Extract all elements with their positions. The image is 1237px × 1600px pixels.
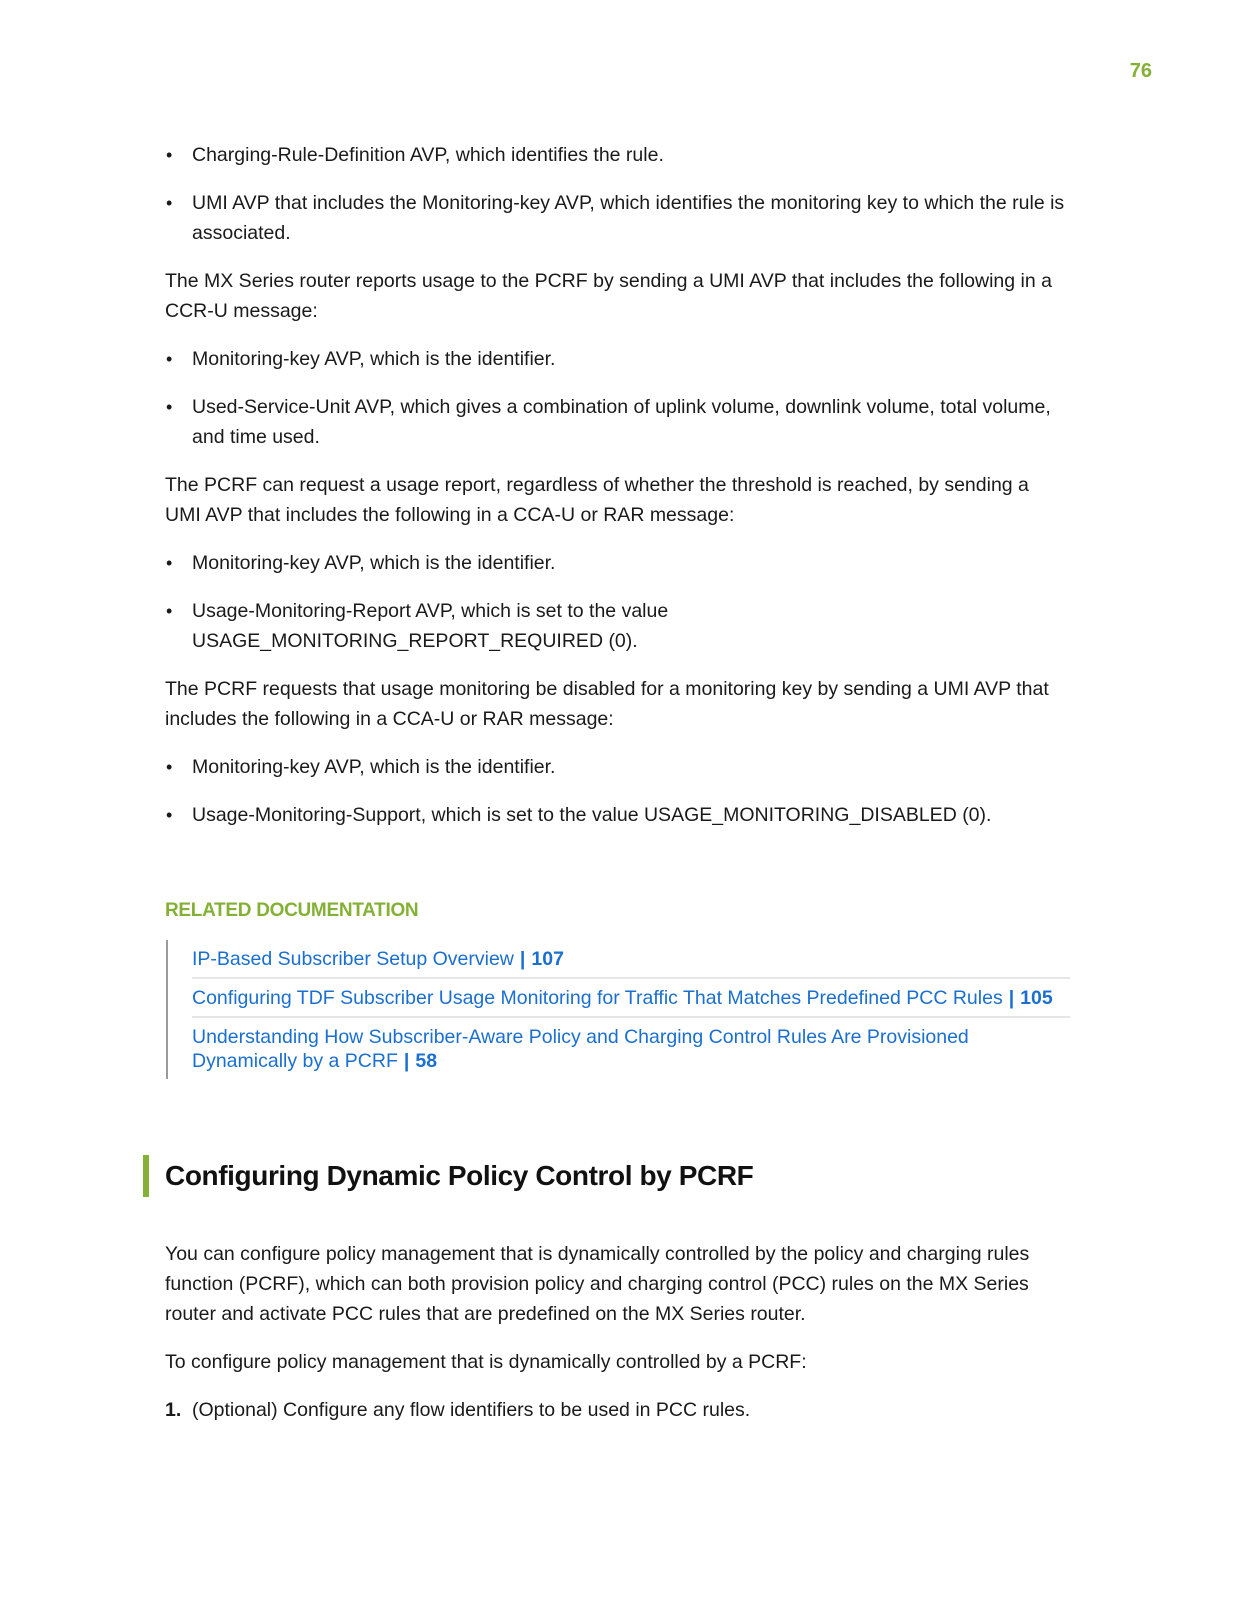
bullet-list-3	[165, 548, 1070, 656]
related-link[interactable]	[192, 979, 1070, 1018]
bullet-icon: •	[166, 349, 173, 369]
related-link-page[interactable]: 105	[1020, 987, 1053, 1009]
document-body	[165, 140, 1070, 1425]
section-accent-bar	[143, 1155, 149, 1197]
bullet-list-1	[165, 140, 1070, 248]
related-link-page[interactable]: 107	[531, 948, 564, 970]
list-item	[165, 752, 1070, 782]
paragraph: The MX Series router reports usage to the PCRF by sending a UMI AVP that includes the following in a CCR-U message:	[165, 270, 1052, 322]
page-number: 76	[1129, 60, 1152, 82]
list-item	[165, 596, 1070, 656]
list-item-text: Used-Service-Unit AVP, which gives a combination of uplink volume, downlink volume, total volume, and time used.	[192, 396, 1051, 448]
bullet-icon: •	[166, 553, 173, 573]
bullet-icon: •	[166, 397, 173, 417]
step-item	[165, 1395, 1070, 1425]
related-documentation-list	[166, 940, 1070, 1079]
step-text: (Optional) Configure any flow identifiers to be used in PCC rules.	[192, 1399, 751, 1421]
list-item-text: Monitoring-key AVP, which is the identifier.	[192, 552, 556, 574]
section-title: Configuring Dynamic Policy Control by PCRF	[165, 1160, 754, 1191]
list-item-text: Monitoring-key AVP, which is the identifier.	[192, 348, 556, 370]
bullet-icon: •	[166, 757, 173, 777]
related-link-label[interactable]: IP-Based Subscriber Setup Overview	[192, 948, 514, 970]
list-item	[165, 188, 1070, 248]
bullet-list-4	[165, 752, 1070, 830]
list-item	[165, 344, 1070, 374]
list-item-text: Usage-Monitoring-Support, which is set to the value USAGE_MONITORING_DISABLED (0).	[192, 804, 992, 826]
list-item	[165, 548, 1070, 578]
bullet-icon: •	[166, 805, 173, 825]
list-item-text: Charging-Rule-Definition AVP, which identifies the rule.	[192, 144, 664, 166]
procedure-steps	[165, 1395, 1070, 1425]
related-link-page[interactable]: 58	[415, 1050, 438, 1072]
bullet-icon: •	[166, 193, 173, 213]
paragraph: The PCRF requests that usage monitoring be disabled for a monitoring key by sending a UMI AVP that includes the following in a CCA-U or RAR message:	[165, 678, 1049, 730]
list-item-text: Monitoring-key AVP, which is the identifier.	[192, 756, 556, 778]
bullet-icon: •	[166, 145, 173, 165]
related-link[interactable]	[192, 940, 1070, 979]
paragraph: To configure policy management that is dynamically controlled by a PCRF:	[165, 1351, 807, 1373]
list-item	[165, 800, 1070, 830]
list-item	[165, 140, 1070, 170]
separator: |	[403, 1050, 410, 1072]
step-number: 1.	[165, 1399, 182, 1421]
paragraph: You can configure policy management that is dynamically controlled by the policy and charging rules function (PCRF), which can both provision policy and charging control (PCC) rules on the MX Series router and activate PCC rules that are predefined on the MX Series router.	[165, 1243, 1030, 1325]
related-link-label[interactable]: Configuring TDF Subscriber Usage Monitoring for Traffic That Matches Predefined PCC Rules	[192, 987, 1003, 1009]
list-item	[165, 392, 1070, 452]
related-link[interactable]	[192, 1018, 1070, 1079]
related-link-label[interactable]: Understanding How Subscriber-Aware Policy and Charging Control Rules Are Provisioned Dynamically by a PCRF	[192, 1026, 969, 1072]
section-header	[165, 1157, 1070, 1195]
paragraph: The PCRF can request a usage report, regardless of whether the threshold is reached, by sending a UMI AVP that includes the following in a CCA-U or RAR message:	[165, 474, 1029, 526]
bullet-icon: •	[166, 601, 173, 621]
list-item-text: UMI AVP that includes the Monitoring-key AVP, which identifies the monitoring key to which the rule is associated.	[192, 192, 1065, 244]
list-item-text: Usage-Monitoring-Report AVP, which is set to the value USAGE_MONITORING_REPORT_REQUIRED (0).	[192, 600, 669, 652]
separator: |	[1008, 987, 1015, 1009]
related-documentation-heading: RELATED DOCUMENTATION	[165, 900, 419, 921]
bullet-list-2	[165, 344, 1070, 452]
separator: |	[519, 948, 526, 970]
